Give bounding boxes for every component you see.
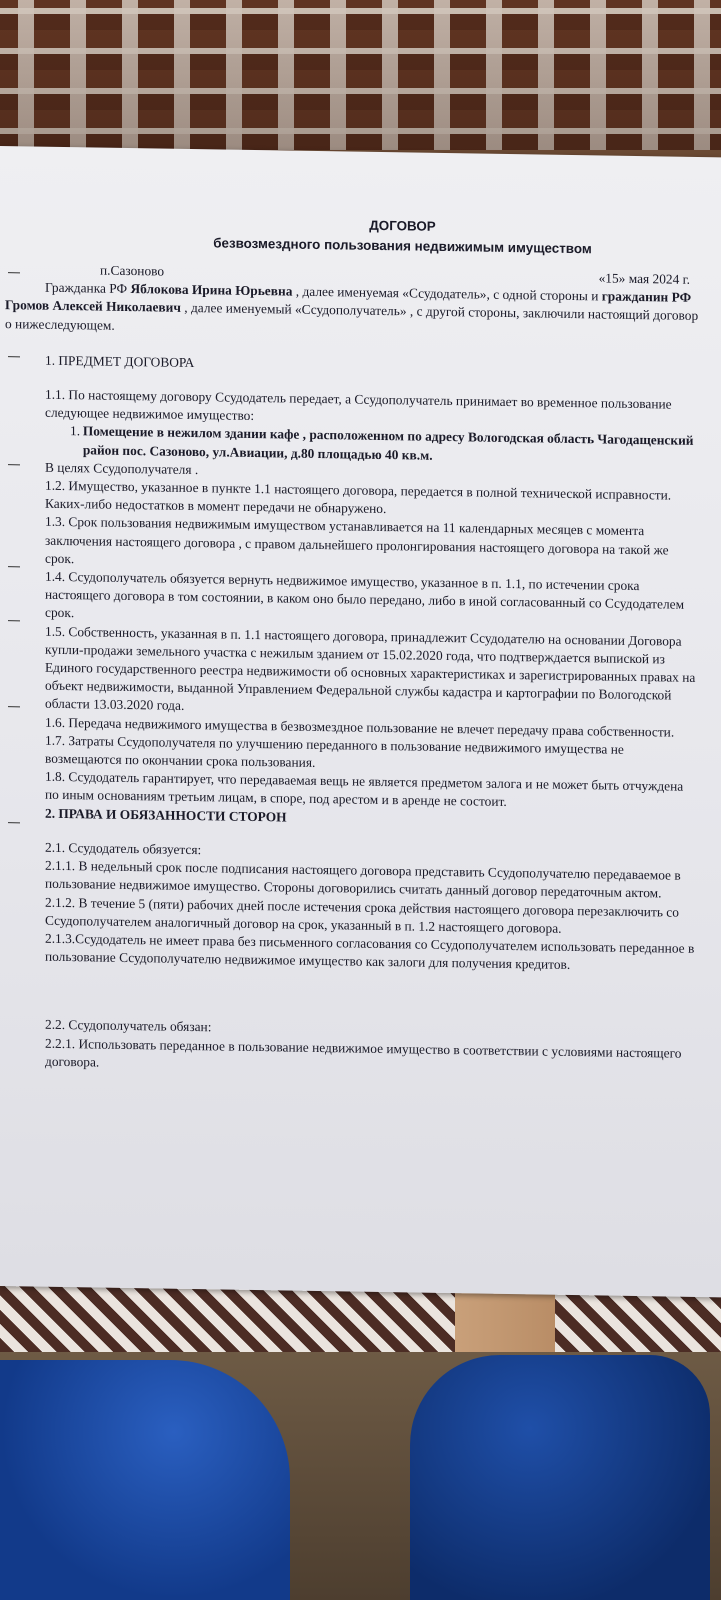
purpose-line: В целях Ссудополучателя . [45, 459, 199, 477]
doc-subtitle: безвозмездного пользования недвижимым имуществом [213, 235, 592, 257]
document-page [0, 146, 721, 1297]
intro-paragraph [5, 278, 700, 344]
margin-tick [8, 464, 20, 465]
section-1-heading: 1. ПРЕДМЕТ ДОГОВОРА [45, 352, 195, 370]
tablecloth-shade [0, 0, 721, 150]
document-body [5, 211, 700, 1081]
clause-1-8: 1.8. Ссудодатель гарантирует, что передаваемая вещь не является предметом залога и не может быть отчуждена по иным основаниям третьим лицам, в споре, под арестом и в аренде не состоит. [45, 768, 684, 810]
clause-2-1-2: 2.1.2. В течение 5 (пяти) рабочих дней после истечения срока действия настоящего договора перезаключить со Ссудополучателем аналогичный договор на срок, указанный в п. 1.2 настоящего договора. [45, 894, 679, 936]
margin-tick [8, 620, 20, 621]
doc-date: «15» мая 2024 г. [598, 270, 690, 287]
clause-1-5: 1.5. Собственность, указанная в п. 1.1 настоящего договора, принадлежит Ссудодателю на основании Договора купли-продажи земельного участка с нежилым зданием от 15.02.2020 года, что подтверждается выпиской из Единого государственного реестра недвижимости об основных характеристиках и зарегистрированных правах на объект недвижимости, выданной Управлением Федеральной службы кадастра и картографии по Вологодской области 13.03.2020 года. [45, 623, 696, 714]
property-item-number: 1. [70, 423, 81, 439]
intro-a1: Гражданка РФ [45, 279, 131, 297]
clause-1-7: 1.7. Затраты Ссудополучателя по улучшению переданного в пользование недвижимого имущества не возмещаются по окончании срока пользования. [45, 732, 624, 771]
property-item-text: Помещение в нежилом здании кафе , расположенном по адресу Вологодская область Чагодащенский район пос. Сазоново, ул.Авиации, д.80 площадью 40 кв.м. [82, 423, 694, 463]
intro-lender: Яблокова Ирина Юрьевна [130, 281, 293, 299]
clause-2-1-3: 2.1.3.Ссудодатель не имеет права без письменного согласования со Ссудополучателем использовать переданное в пользование Ссудополучателю недвижимое имущество как залоги для получения кредитов. [45, 930, 695, 973]
margin-tick [8, 822, 20, 823]
left-leg [0, 1360, 290, 1600]
clause-2-1-1: 2.1.1. В недельный срок после подписания настоящего договора представить Ссудополучателю передаваемое в пользование недвижимое имущество. Стороны договорились считать данный договор передаточным актом. [45, 857, 681, 901]
clause-1-3: 1.3. Срок пользования недвижимым имуществом устанавливается на 11 календарных месяцев с момента заключения настоящего договора , с правом дальнейшего пролонгирования настоящего договора на такой же срок. [45, 514, 669, 567]
doc-place: п.Сазоново [100, 262, 165, 279]
doc-title: ДОГОВОР [369, 217, 436, 234]
clause-1-1: 1.1. По настоящему договору Ссудодатель передает, а Ссудополучатель принимает во временное пользование следующее недвижимое имущество: [45, 386, 672, 424]
intro-borrower: гражданин РФ Громов Алексей Николаевич [5, 288, 692, 316]
clause-1-4: 1.4. Ссудополучатель обязуется вернуть недвижимое имущество, указанное в п. 1.1, по истечении срока настоящего договора в том состоянии, в каком оно было передано, либо в иной согласованный со Ссудодателем срок. [45, 568, 685, 621]
margin-tick [8, 566, 20, 567]
margin-tick [8, 706, 20, 707]
margin-tick [8, 272, 20, 273]
intro-a2: , далее именуемая «Ссудодатель», с одной стороны и [292, 283, 602, 304]
right-leg [410, 1355, 710, 1600]
clause-2-1: 2.1. Ссудодатель обязуется: [45, 839, 202, 858]
clause-1-2: 1.2. Имущество, указанное в пункте 1.1 настоящего договора, передается в полной технической исправности. Каких-либо недостатков в момент передачи не обнаружено. [45, 477, 672, 517]
margin-tick [8, 356, 20, 357]
clause-2-2-1: 2.2.1. Использовать переданное в пользование недвижимое имущество в соответствии с условиями настоящего договора. [45, 1035, 682, 1070]
intro-a3: , далее именуемый «Ссудополучатель» , с другой стороны, заключили настоящий договор о нижеследующем. [5, 300, 699, 333]
clause-1-6: 1.6. Передача недвижимого имущества в безвозмездное пользование не влечет передачу права собственности. [45, 714, 675, 740]
section-2-heading-text: 2. ПРАВА И ОБЯЗАННОСТИ СТОРОН [45, 805, 287, 825]
clause-2-2: 2.2. Ссудополучатель обязан: [45, 1017, 212, 1035]
